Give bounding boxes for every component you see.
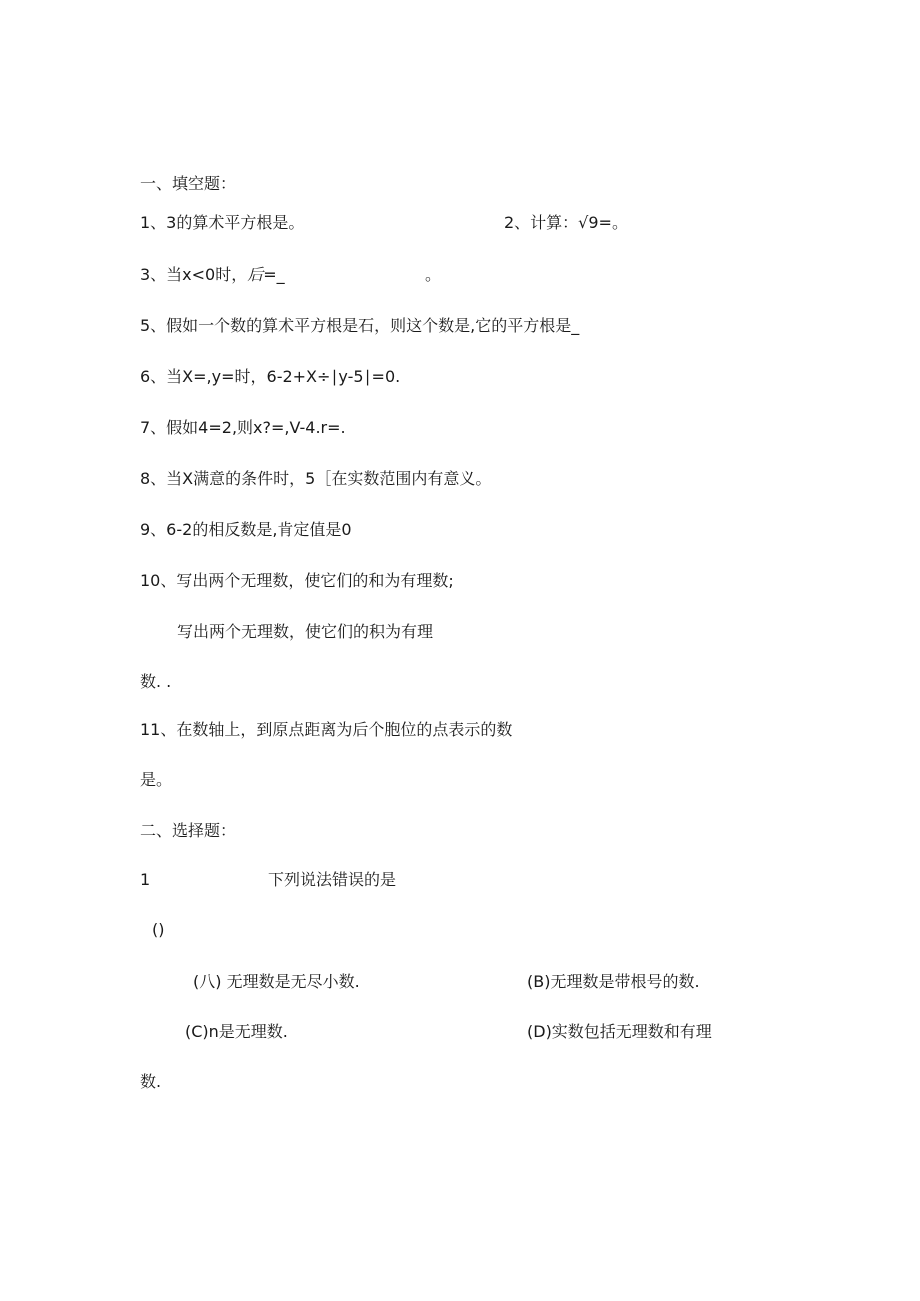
question-7: 7、假如4=2,则x?=,V-4.r=. <box>140 418 346 437</box>
option-d-continued: 数. <box>140 1072 162 1091</box>
question-11-line-1: 11、在数轴上，到原点距离为后个胞位的点表示的数 <box>140 720 513 739</box>
section1-title: 一、填空题： <box>140 174 237 193</box>
mc-question-1-text: 下列说法错误的是 <box>268 870 397 889</box>
question-1: 1、3的算术平方根是。 <box>140 213 305 232</box>
question-8: 8、当X满意的条件时，5［在实数范围内有意义。 <box>140 469 492 488</box>
question-3 <box>140 265 285 285</box>
question-11-line-2: 是。 <box>140 770 173 789</box>
question-3-expression: 后=_ <box>247 265 285 284</box>
option-a: (八) 无理数是无尽小数. <box>193 972 360 991</box>
question-10-line-1: 10、写出两个无理数，使它们的和为有理数; <box>140 571 454 590</box>
question-9: 9、6-2的相反数是,肯定值是0 <box>140 520 352 539</box>
question-10-line-3: 数. . <box>140 672 172 691</box>
question-2: 2、计算：√9=。 <box>504 213 628 232</box>
option-b: (B)无理数是带根号的数. <box>527 972 700 991</box>
mc-question-1-answer-paren: () <box>152 920 165 939</box>
section2-title: 二、选择题： <box>140 821 237 840</box>
question-6: 6、当X=,y=时，6-2+X÷∣y-5∣=0. <box>140 367 401 386</box>
question-3-prefix: 3、当x<0时， <box>140 265 248 284</box>
option-d: (D)实数包括无理数和有理 <box>527 1022 712 1041</box>
option-c: (C)n是无理数. <box>185 1022 288 1041</box>
mc-question-1-number: 1 <box>140 870 151 889</box>
question-3-end: 。 <box>425 265 442 284</box>
question-5: 5、假如一个数的算术平方根是石，则这个数是,它的平方根是_ <box>140 316 580 335</box>
question-10-line-2: 写出两个无理数，使它们的积为有理 <box>177 622 434 641</box>
